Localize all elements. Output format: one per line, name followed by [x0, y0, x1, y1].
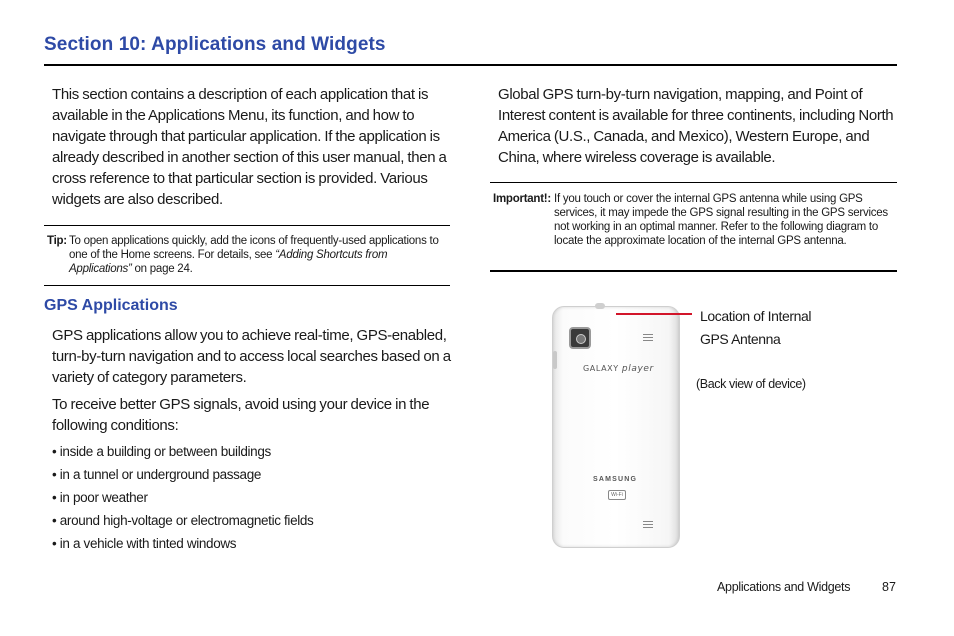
gps-applications-heading: GPS Applications [44, 297, 178, 314]
top-notch [595, 303, 605, 309]
tip-cross-reference: “Adding Shortcuts from Applications” [69, 249, 388, 275]
tip-text-end: on page 24. [131, 263, 193, 275]
intro-paragraph: This section contains a description of each application that is available in the Applications Menu, its function, and how to navigate through that particular application. If the application is already described in another section of this user manual, then a cross reference to that particular section is provided. Various widgets are also described. [52, 86, 447, 208]
camera-icon [569, 327, 591, 349]
antenna-label-line-1: Location of Internal [700, 308, 812, 324]
important-top-rule [490, 182, 897, 183]
list-item: • around high-voltage or electromagnetic fields [52, 513, 314, 528]
speaker-grille-icon [643, 521, 653, 522]
important-bottom-rule [490, 270, 897, 272]
gps-coverage-paragraph: Global GPS turn-by-turn navigation, mapping, and Point of Interest content is available for three continents, including North America (U.S., Canada, and Mexico), Western Europe, and China, where wireless coverage is available. [498, 86, 894, 166]
gps-paragraph-2: To receive better GPS signals, avoid using your device in the following conditions: [52, 396, 430, 434]
back-view-caption: (Back view of device) [696, 377, 806, 391]
gps-paragraph-1: GPS applications allow you to achieve real-time, GPS-enabled, turn-by-turn navigation and to access local searches based on a variety of category parameters. [52, 327, 451, 386]
title-rule [44, 64, 897, 66]
list-item: • in poor weather [52, 490, 148, 505]
section-title: Section 10: Applications and Widgets [44, 34, 386, 55]
galaxy-text: GALAXY [583, 364, 619, 373]
speaker-grille-icon [643, 334, 653, 335]
footer-section-label: Applications and Widgets [717, 580, 851, 594]
tip-top-rule [44, 225, 450, 226]
antenna-location-label [700, 305, 811, 351]
galaxy-player-logo [583, 364, 654, 374]
device-back-illustration [552, 306, 680, 548]
wifi-logo: Wi-Fi [608, 490, 626, 500]
page-number: 87 [882, 580, 896, 594]
tip-bottom-rule [44, 285, 450, 286]
antenna-label-line-2: GPS Antenna [700, 331, 781, 347]
side-button [553, 351, 557, 369]
list-item: • inside a building or between buildings [52, 444, 271, 459]
conditions-list [52, 440, 313, 555]
list-item: • in a vehicle with tinted windows [52, 536, 237, 551]
tip-text: To open applications quickly, add the icons of frequently-used applications to one of the Home screens. For details, see [69, 235, 439, 261]
important-body: If you touch or cover the internal GPS antenna while using GPS services, it may impede the GPS signal resulting in the GPS services not working in an optimal manner. Refer to the following diagram to locate the approximate location of the internal GPS antenna. [554, 193, 888, 247]
important-label: Important!: [493, 193, 551, 205]
list-item: • in a tunnel or underground passage [52, 467, 262, 482]
tip-label: Tip: [47, 235, 67, 247]
antenna-pointer-line [616, 313, 692, 315]
samsung-logo: SAMSUNG [593, 476, 638, 483]
player-text: player [621, 364, 654, 374]
tip-body [69, 234, 439, 276]
